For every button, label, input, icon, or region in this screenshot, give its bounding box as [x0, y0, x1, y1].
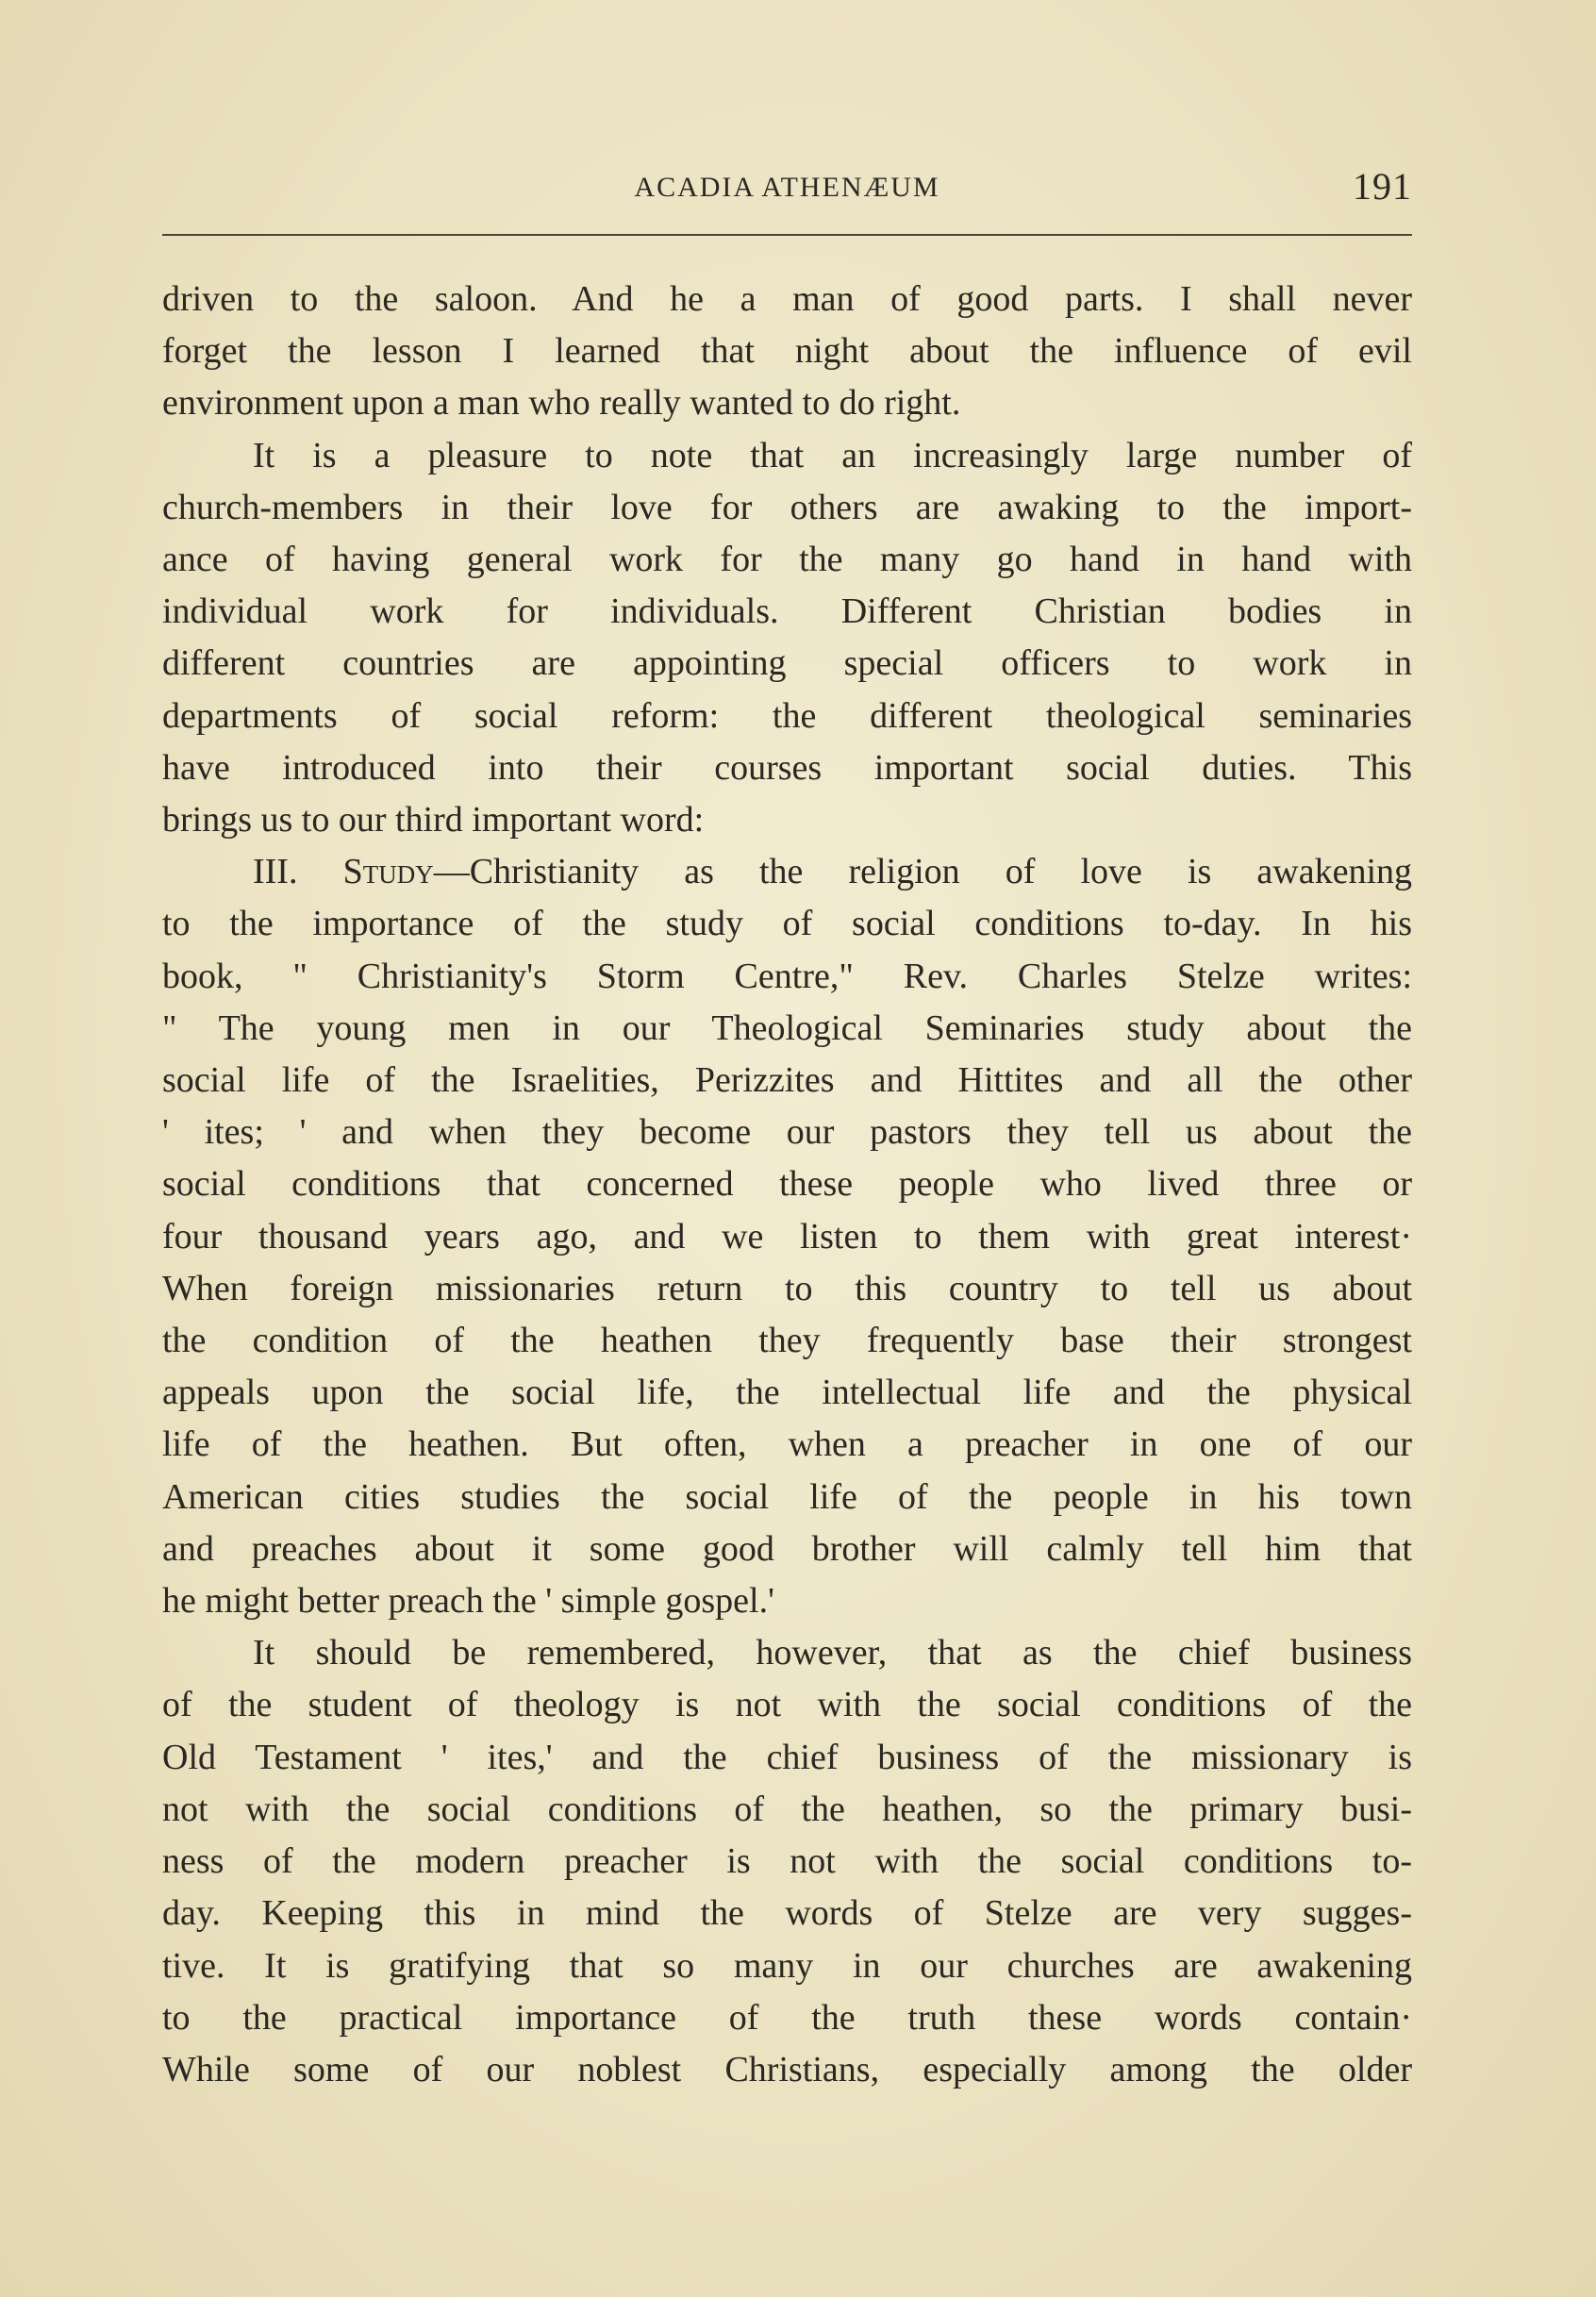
text-line: social conditions that concerned these people who lived three or	[162, 1164, 1412, 1205]
text-line: brings us to our third important word:	[162, 800, 705, 841]
section-keyword: Study	[342, 852, 434, 892]
header-rule	[162, 234, 1412, 236]
text-line: environment upon a man who really wanted to do right.	[162, 383, 961, 424]
text-line: to the importance of the study of social conditions to-day. In his	[162, 904, 1412, 944]
text-line: ance of having general work for the many go hand in hand with	[162, 540, 1412, 580]
page-number: 191	[1353, 165, 1412, 208]
section-numeral: III.	[253, 852, 298, 892]
text-line: individual work for individuals. Different Christian bodies in	[162, 591, 1412, 632]
text-line: day. Keeping this in mind the words of Stelze are very sugges-	[162, 1893, 1412, 1934]
text-line: tive. It is gratifying that so many in our churches are awakening	[162, 1945, 1412, 1986]
body-text	[162, 274, 1412, 2096]
text-line: While some of our noblest Christians, especially among the older	[162, 2049, 1412, 2089]
page-header	[162, 160, 1412, 215]
text-line: driven to the saloon. And he a man of good parts. I shall never	[162, 279, 1412, 319]
running-title: ACADIA ATHENÆUM	[634, 172, 940, 203]
text-line: the condition of the heathen they frequently base their strongest	[162, 1321, 1412, 1361]
text-line: he might better preach the ' simple gospel.'	[162, 1581, 774, 1622]
text-line: have introduced into their courses important social duties. This	[162, 747, 1412, 788]
section-heading-line	[162, 846, 1412, 898]
text-line: ness of the modern preacher is not with the social conditions to-	[162, 1841, 1412, 1882]
text-line: When foreign missionaries return to this country to tell us about	[162, 1268, 1412, 1308]
section-line-text: —Christianity as the religion of love is awakening	[433, 852, 1412, 892]
text-line: appeals upon the social life, the intellectual life and the physical	[162, 1373, 1412, 1413]
text-line: life of the heathen. But often, when a preacher in one of our	[162, 1424, 1412, 1465]
text-line: ' ites; ' and when they become our pastors they tell us about the	[162, 1112, 1412, 1153]
text-line: forget the lesson I learned that night about the influence of evil	[162, 331, 1412, 372]
text-line: It should be remembered, however, that as the chief business	[253, 1633, 1412, 1673]
text-line: to the practical importance of the truth these words contain·	[162, 1997, 1412, 2038]
text-line: departments of social reform: the different theological seminaries	[162, 695, 1412, 736]
text-line: different countries are appointing special officers to work in	[162, 643, 1412, 684]
text-line: book, " Christianity's Storm Centre," Rev. Charles Stelze writes:	[162, 956, 1412, 996]
text-line: of the student of theology is not with the social conditions of the	[162, 1685, 1412, 1725]
text-line: Old Testament ' ites,' and the chief business of the missionary is	[162, 1737, 1412, 1777]
text-line: church-members in their love for others are awaking to the import-	[162, 487, 1412, 527]
text-line: American cities studies the social life of the people in his town	[162, 1476, 1412, 1517]
text-line: and preaches about it some good brother will calmly tell him that	[162, 1528, 1412, 1569]
text-line: " The young men in our Theological Seminaries study about the	[162, 1007, 1412, 1048]
book-page	[162, 160, 1412, 2096]
text-line: not with the social conditions of the heathen, so the primary busi-	[162, 1789, 1412, 1829]
text-line: It is a pleasure to note that an increasingly large number of	[253, 435, 1412, 475]
text-line: four thousand years ago, and we listen to them with great interest·	[162, 1216, 1412, 1257]
text-line: social life of the Israelities, Perizzites and Hittites and all the other	[162, 1060, 1412, 1101]
